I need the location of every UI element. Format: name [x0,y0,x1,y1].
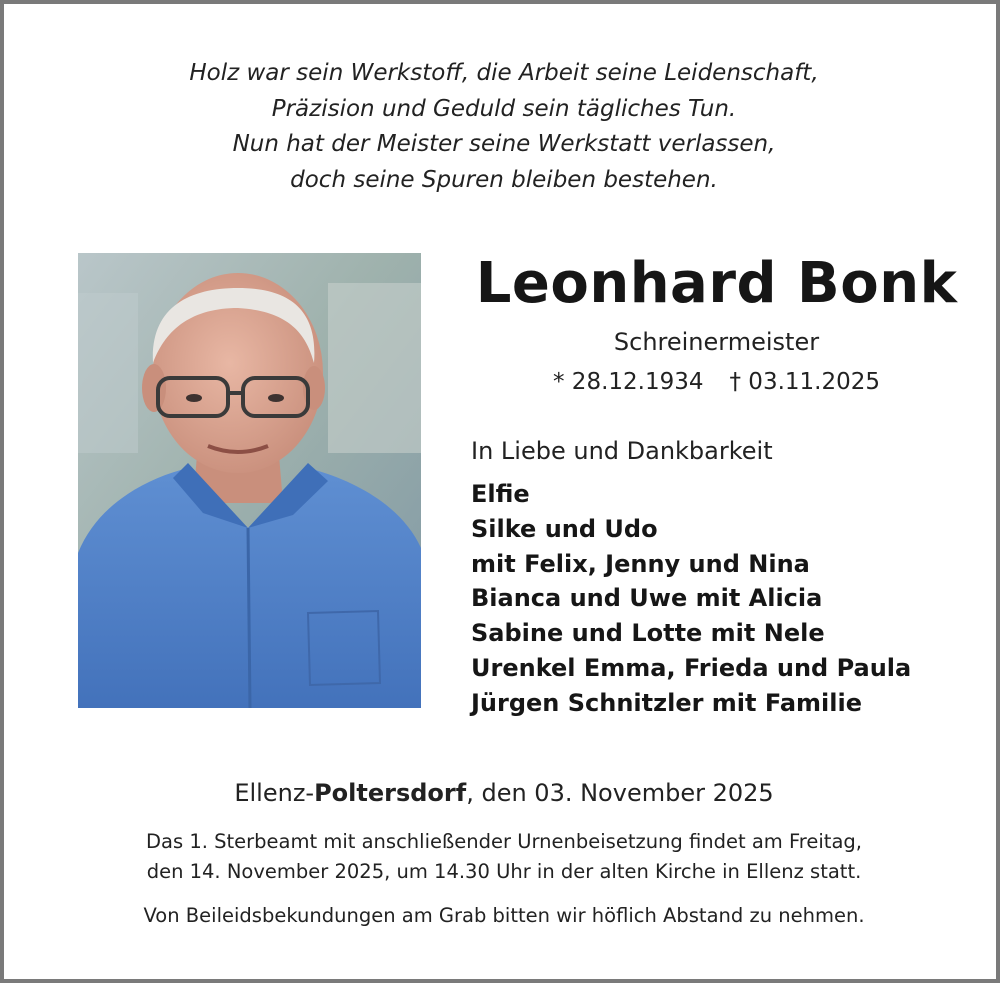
service-line-2: den 14. November 2025, um 14.30 Uhr in der alten Kirche in Ellenz statt. [146,860,862,883]
mourner-line: Jürgen Schnitzler mit Familie [471,688,863,717]
place-prefix: Ellenz- [234,779,315,807]
verse-line-2: Präzision und Geduld sein tägliches Tun. [271,95,737,122]
mourners-list [471,477,911,721]
life-dates [444,366,989,398]
memorial-verse [4,56,1000,198]
portrait-photo [78,253,421,708]
deceased-profession: Schreinermeister [613,328,820,356]
mourner-line: Silke und Udo [471,514,658,543]
service-info [4,827,1000,887]
place-and-date [4,776,1000,810]
mourner-line: Urenkel Emma, Frieda und Paula [471,653,912,682]
death-date: † 03.11.2025 [729,369,880,395]
mourner-line: Bianca und Uwe mit Alicia [471,584,823,613]
date-text: , den 03. November 2025 [466,779,774,807]
mourner-line: mit Felix, Jenny und Nina [471,549,810,578]
verse-line-1: Holz war sein Werkstoff, die Arbeit seine Leidenschaft, [189,60,819,86]
birth-date: * 28.12.1934 [553,369,704,395]
mourner-line: Elfie [471,480,530,508]
mourners-intro: In Liebe und Dankbarkeit [471,437,773,465]
verse-line-3: Nun hat der Meister seine Werkstatt verlassen, [232,131,776,157]
place-name: Poltersdorf [314,779,467,807]
deceased-name: Leonhard Bonk [475,251,958,316]
mourner-line: Sabine und Lotte mit Nele [471,619,825,648]
condolence-note: Von Beileidsbekundungen am Grab bitten wir höflich Abstand zu nehmen. [143,904,865,927]
service-line-1: Das 1. Sterbeamt mit anschließender Urnenbeisetzung findet am Freitag, [146,830,862,853]
verse-line-4: doch seine Spuren bleiben bestehen. [290,166,718,193]
